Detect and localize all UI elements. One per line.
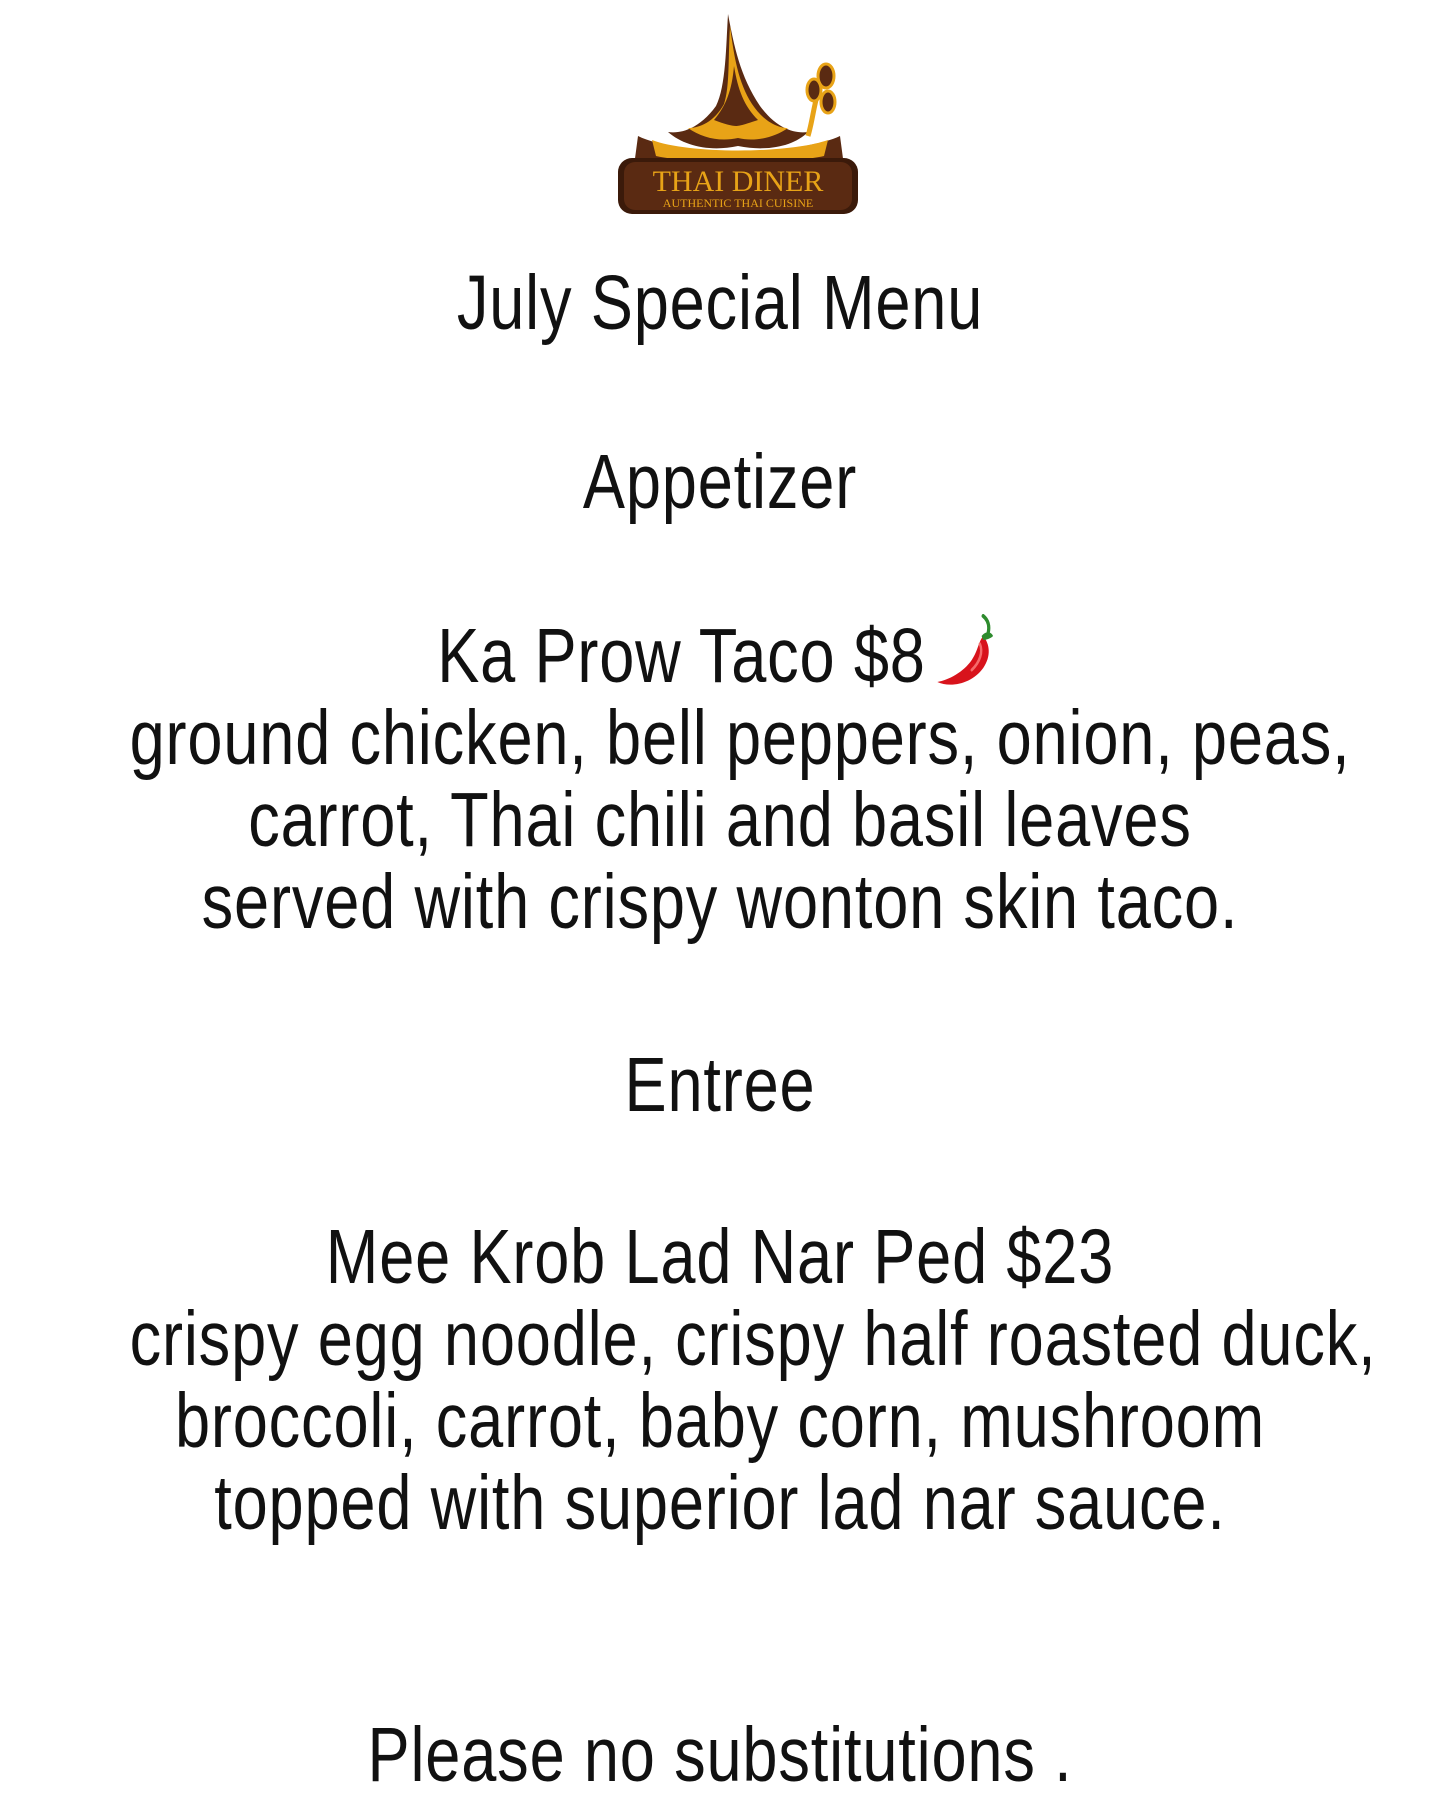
entree-description-line-2: broccoli, carrot, baby corn, mushroom xyxy=(174,1378,1266,1464)
section-heading-appetizer: Appetizer xyxy=(582,439,858,525)
appetizer-item-title xyxy=(130,611,1311,701)
appetizer-name-price: Ka Prow Taco $8 xyxy=(437,613,926,699)
logo-tagline: AUTHENTIC THAI CUISINE xyxy=(662,196,814,210)
footer-note: Please no substitutions . xyxy=(367,1712,1073,1798)
entree-description-line-3: topped with superior lad nar sauce. xyxy=(214,1460,1226,1546)
section-heading-entree: Entree xyxy=(624,1042,816,1128)
entree-name-price: Mee Krob Lad Nar Ped $23 xyxy=(325,1214,1115,1300)
appetizer-description-line-1: ground chicken, bell peppers, onion, peas, xyxy=(129,695,1351,781)
menu-title: July Special Menu xyxy=(456,260,984,346)
appetizer-description-line-3: served with crispy wonton skin taco. xyxy=(201,859,1239,945)
thai-diner-logo xyxy=(618,6,858,220)
logo-name: THAI DINER xyxy=(652,165,824,198)
entree-description-line-1: crispy egg noodle, crispy half roasted duck, xyxy=(129,1296,1377,1382)
chili-pepper-icon xyxy=(932,614,1003,694)
appetizer-description-line-2: carrot, Thai chili and basil leaves xyxy=(248,777,1192,863)
